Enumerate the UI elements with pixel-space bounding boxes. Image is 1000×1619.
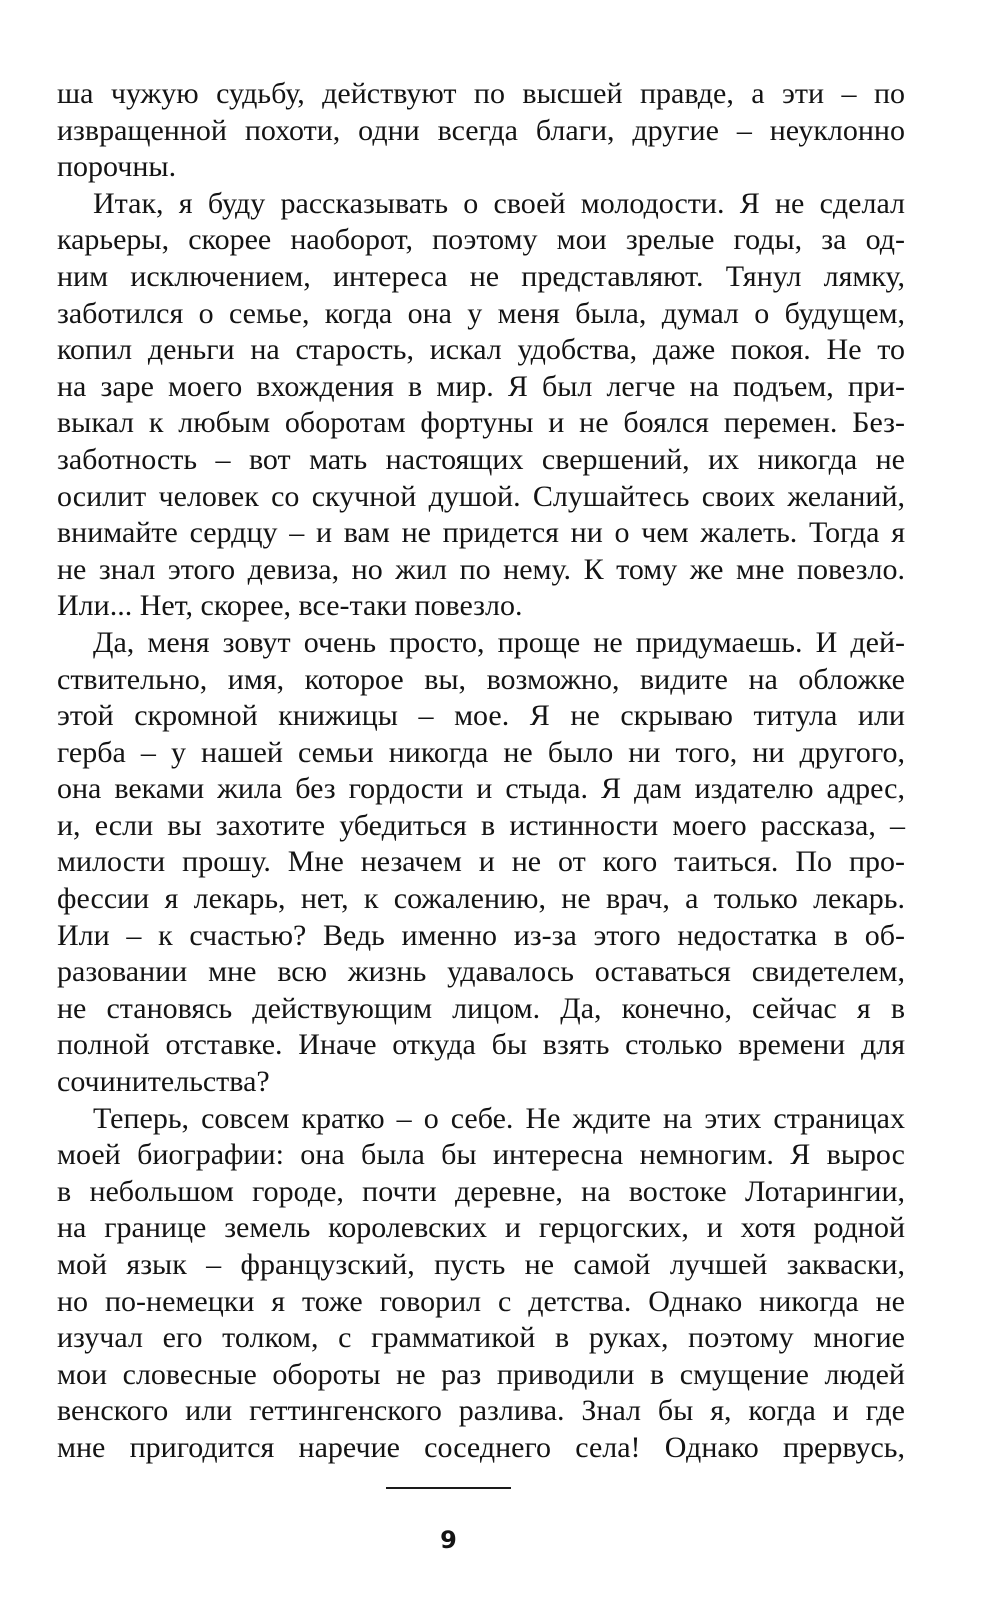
text-line: фессии я лекарь, нет, к сожалению, не врач, а только лекарь.: [57, 882, 905, 916]
paragraph: [57, 625, 905, 1101]
text-line: извращенной похоти, одни всегда благи, другие – неуклонно: [57, 113, 905, 147]
text-line: Да, меня зовут очень просто, проще не придумаешь. И дей-: [93, 625, 905, 659]
text-line: мне пригодится наречие соседнего села! Однако прервусь,: [57, 1430, 905, 1464]
text-line: в небольшом городе, почти деревне, на востоке Лотарингии,: [57, 1174, 905, 1208]
text-line: изучал его толком, с грамматикой в руках, поэтому многие: [57, 1321, 905, 1355]
text-line: заботился о семье, когда она у меня была, думал о будущем,: [57, 296, 905, 330]
text-line: ним исключением, интереса не представляют. Тянул лямку,: [57, 259, 905, 293]
text-line: не знал этого девиза, но жил по нему. К тому же мне повезло.: [57, 552, 905, 586]
text-line: не становясь действующим лицом. Да, конечно, сейчас я в: [57, 991, 905, 1025]
text-line: осилит человек со скучной душой. Слушайтесь своих желаний,: [57, 479, 905, 513]
paragraph: [57, 186, 905, 625]
text-line: полной отставке. Иначе откуда бы взять столько времени для: [57, 1028, 905, 1062]
text-line: карьеры, скорее наоборот, поэтому мои зрелые годы, за од-: [57, 223, 905, 257]
paragraph: [57, 76, 905, 186]
footer-divider: [386, 1487, 511, 1489]
text-line: порочны.: [57, 150, 177, 184]
text-line: на заре моего вхождения в мир. Я был легче на подъем, при-: [57, 369, 905, 403]
body-text: [57, 76, 905, 1467]
text-line: венского или геттингенского разлива. Знал бы я, когда и где: [57, 1394, 905, 1428]
text-line: Или... Нет, скорее, все-таки повезло.: [57, 589, 523, 623]
text-line: выкал к любым оборотам фортуны и не боялся перемен. Без-: [57, 406, 905, 440]
paragraph: [57, 1101, 905, 1467]
text-line: ствительно, имя, которое вы, возможно, видите на обложке: [57, 662, 905, 696]
text-line: милости прошу. Мне незачем и не от кого таиться. По про-: [57, 845, 905, 879]
text-line: на границе земель королевских и герцогских, и хотя родной: [57, 1211, 905, 1245]
text-line: герба – у нашей семьи никогда не было ни того, ни другого,: [57, 735, 905, 769]
text-line: но по-немецки я тоже говорил с детства. Однако никогда не: [57, 1284, 905, 1318]
text-line: ша чужую судьбу, действуют по высшей правде, а эти – по: [57, 77, 905, 110]
text-line: моей биографии: она была бы интересна немногим. Я вырос: [57, 1138, 905, 1172]
text-line: внимайте сердцу – и вам не придется ни о чем жалеть. Тогда я: [57, 516, 905, 550]
page-number: 9: [440, 1526, 457, 1554]
text-line: этой скромной книжицы – мое. Я не скрываю титула или: [57, 699, 905, 733]
text-line: Теперь, совсем кратко – о себе. Не ждите на этих страницах: [93, 1101, 905, 1135]
text-line: и, если вы захотите убедиться в истинности моего рассказа, –: [57, 808, 905, 842]
text-line: Итак, я буду рассказывать о своей молодости. Я не сделал: [93, 186, 905, 220]
text-line: копил деньги на старость, искал удобства, даже покоя. Не то: [57, 333, 905, 367]
text-line: разовании мне всю жизнь удавалось оставаться свидетелем,: [57, 955, 905, 989]
text-line: она веками жила без гордости и стыда. Я дам издателю адрес,: [57, 772, 905, 806]
text-line: мой язык – французский, пусть не самой лучшей закваски,: [57, 1248, 905, 1281]
text-line: мои словесные обороты не раз приводили в смущение людей: [57, 1357, 905, 1391]
text-line: Или – к счастью? Ведь именно из-за этого недостатка в об-: [57, 918, 905, 952]
text-line: заботность – вот мать настоящих свершений, их никогда не: [57, 442, 905, 476]
text-line: сочинительства?: [57, 1065, 270, 1099]
